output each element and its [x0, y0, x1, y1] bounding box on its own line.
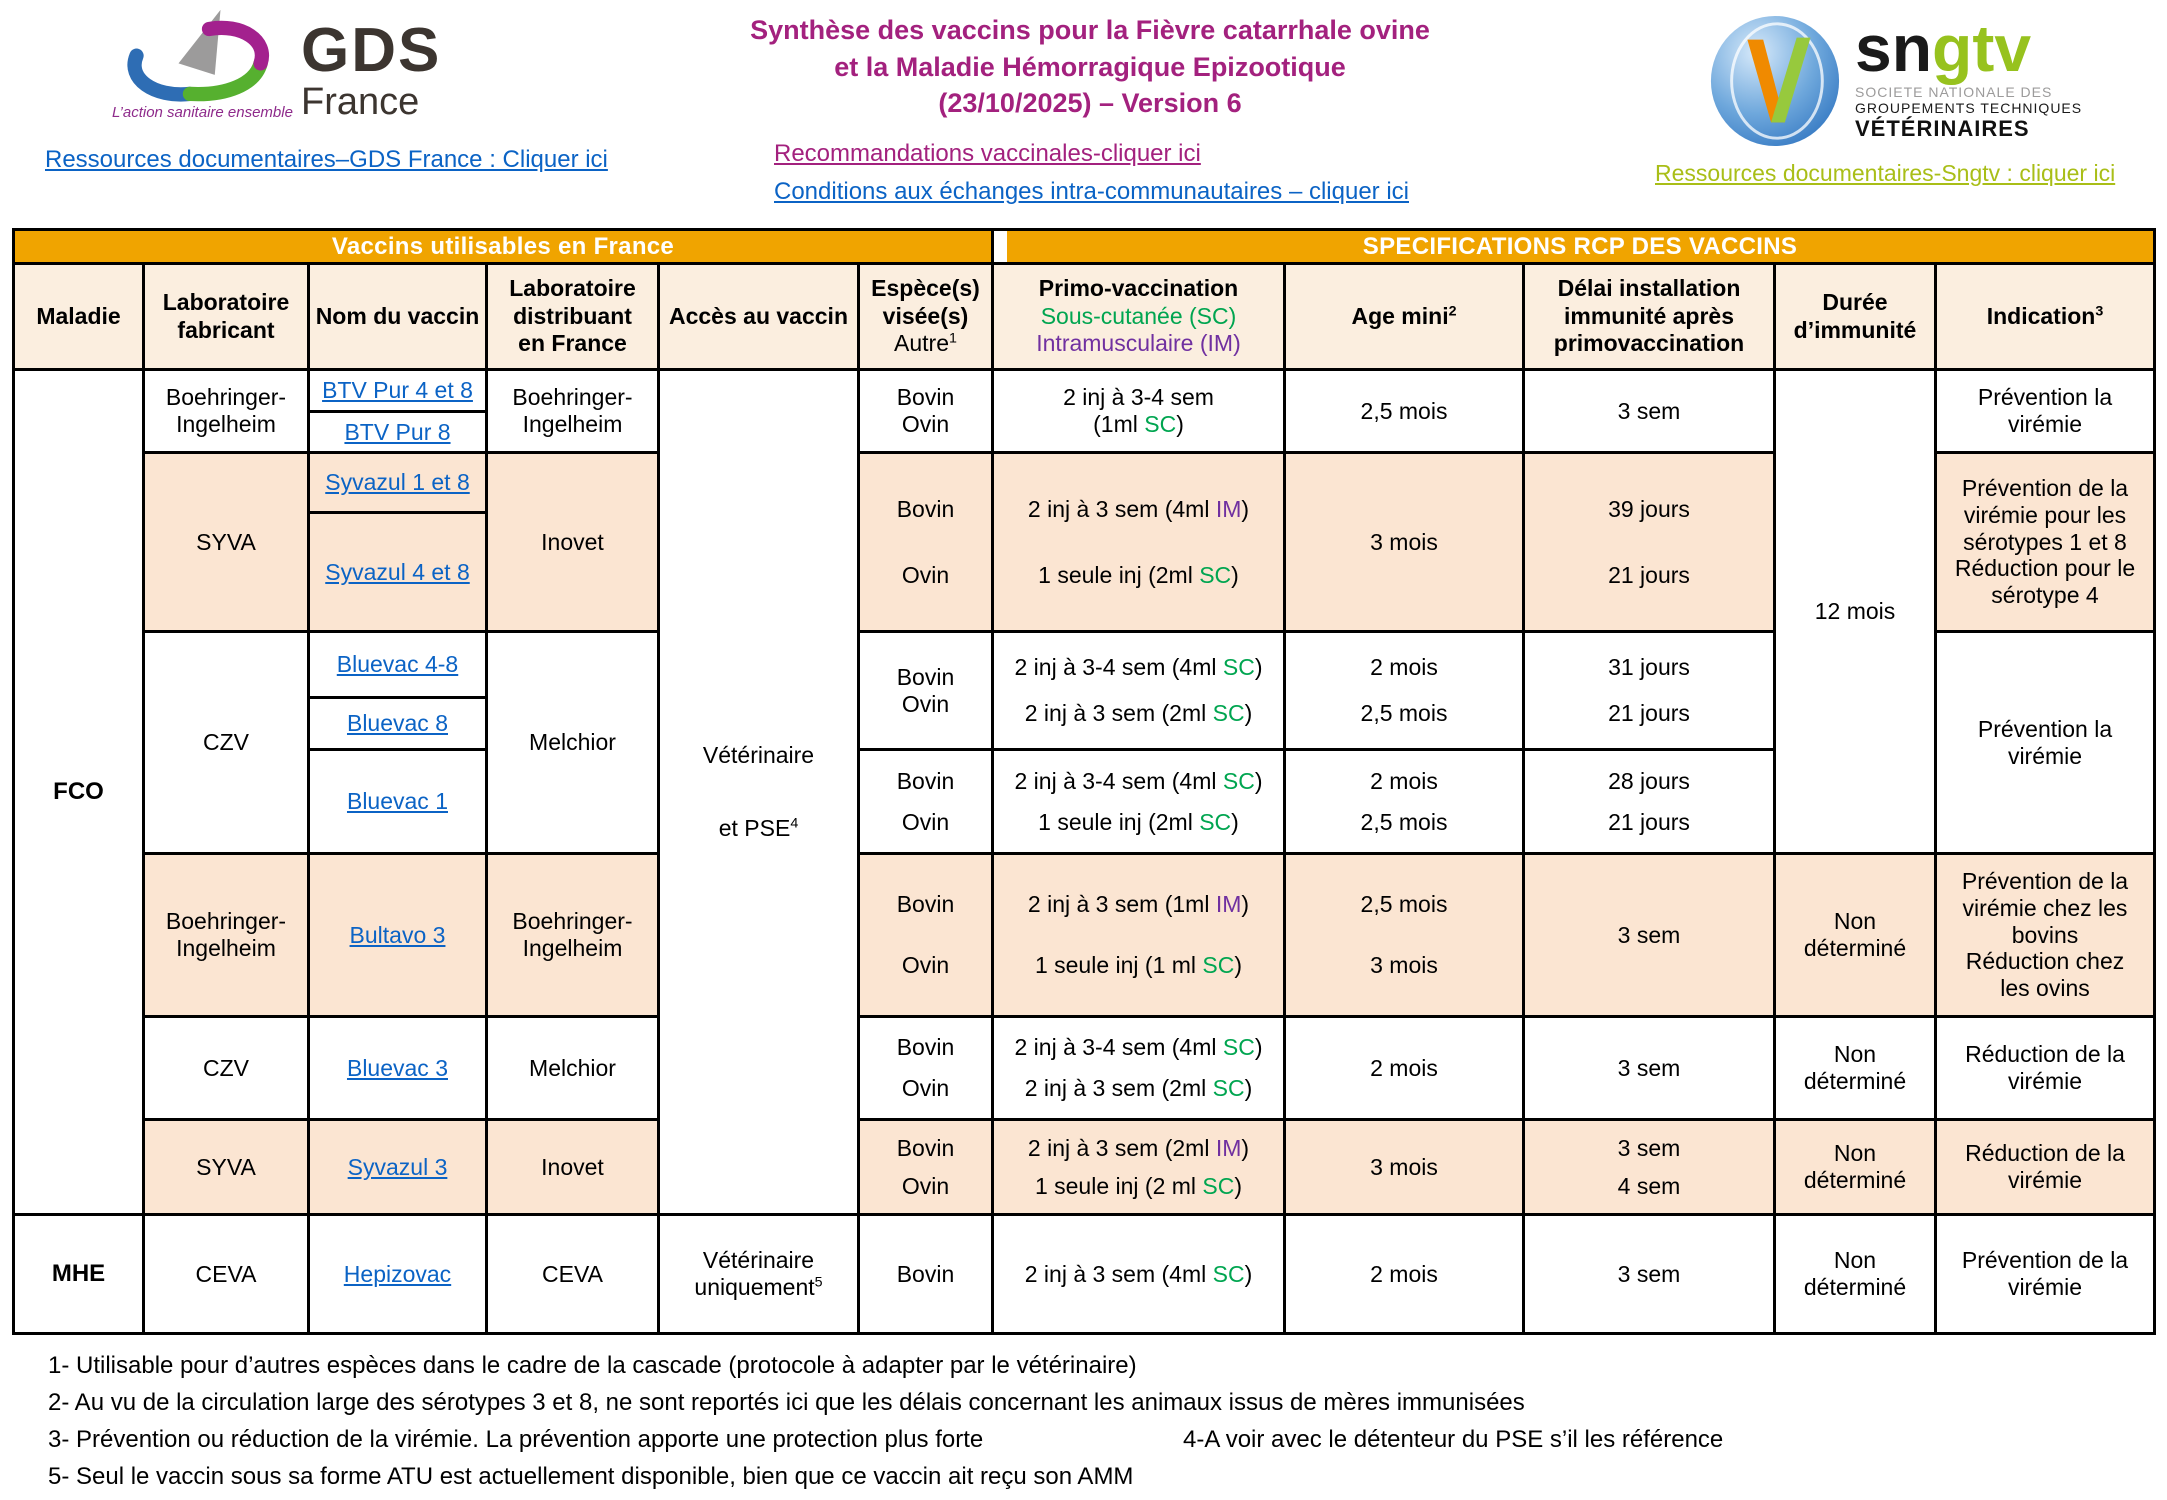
- gds-tagline: L’action sanitaire ensemble: [112, 104, 293, 121]
- col-header-delai-installation: Délai installation immunité après primovaccination: [1525, 265, 1773, 368]
- footnote-2: 2- Au vu de la circulation large des sérotypes 3 et 8, ne sont reportés ici que les délais concernant les animaux issus de mères immunisées: [48, 1389, 1525, 1416]
- indication: Réduction de la virémie: [1937, 1121, 2153, 1213]
- sngtv-logo: [1705, 12, 2082, 150]
- vaccine-link-bultavo-3[interactable]: Bultavo 3: [310, 855, 485, 1015]
- vaccine-link-syvazul-4-et-8[interactable]: Syvazul 4 et 8: [310, 514, 485, 630]
- species: Bovin Ovin: [860, 633, 991, 748]
- primo-vaccination: 2 inj à 3-4 sem (4ml SC) 2 inj à 3 sem (2ml SC): [994, 633, 1283, 748]
- delai: 39 jours 21 jours: [1525, 454, 1773, 630]
- delai: 28 jours 21 jours: [1525, 751, 1773, 852]
- recommandations-vaccinales-link[interactable]: Recommandations vaccinales-cliquer ici: [774, 140, 1201, 167]
- distributor-melchior: Melchior: [488, 633, 657, 852]
- title-line-2: et la Maladie Hémorragique Epizootique: [834, 51, 1346, 82]
- col-header-laboratoire-fabricant: Laboratoire fabricant: [145, 265, 307, 368]
- indication: Prévention la virémie: [1937, 633, 2153, 852]
- band-specifications-rcp: SPECIFICATIONS RCP DES VACCINS: [994, 231, 2153, 262]
- vaccine-link-btv-pur-8[interactable]: BTV Pur 8: [310, 413, 485, 451]
- primo-vaccination: 2 inj à 3-4 sem (1ml SC): [994, 371, 1283, 451]
- manufacturer-czv: CZV: [145, 1018, 307, 1118]
- manufacturer-ceva: CEVA: [145, 1216, 307, 1332]
- sngtv-resources-link[interactable]: Ressources documentaires-Sngtv : cliquer ici: [1655, 160, 2116, 186]
- species: Bovin Ovin: [860, 454, 991, 630]
- manufacturer-boehringer: Boehringer- Ingelheim: [145, 371, 307, 451]
- distributor-inovet: Inovet: [488, 1121, 657, 1213]
- sngtv-subtitle-1: SOCIETE NATIONALE DES: [1855, 84, 2053, 101]
- gds-brand-text: GDS: [301, 16, 442, 85]
- vaccine-link-bluevac-3[interactable]: Bluevac 3: [310, 1018, 485, 1118]
- footnote-4: 5- Seul le vaccin sous sa forme ATU est actuellement disponible, bien que ce vaccin ait reçu son AMM: [48, 1463, 1134, 1490]
- duree-immunite: Non déterminé: [1776, 1216, 1934, 1332]
- sngtv-subtitle-3: VÉTÉRINAIRES: [1855, 116, 2030, 142]
- delai: 31 jours 21 jours: [1525, 633, 1773, 748]
- delai: 3 sem: [1525, 371, 1773, 451]
- delai: 3 sem: [1525, 1216, 1773, 1332]
- duree-immunite: Non déterminé: [1776, 855, 1934, 1015]
- species: Bovin Ovin: [860, 1121, 991, 1213]
- vaccine-link-hepizovac[interactable]: Hepizovac: [310, 1216, 485, 1332]
- manufacturer-syva: SYVA: [145, 1121, 307, 1213]
- primo-vaccination: 2 inj à 3 sem (2ml IM) 1 seule inj (2 ml SC): [994, 1121, 1283, 1213]
- indication: Prévention de la virémie pour les sérotypes 1 et 8 Réduction pour le sérotype 4: [1937, 454, 2153, 630]
- disease-mhe: MHE: [15, 1216, 142, 1332]
- access-veterinaire-uniquement: Vétérinaire uniquement$^5$: [660, 1216, 857, 1332]
- col-header-duree-immunite: Durée d’immunité: [1776, 265, 1934, 368]
- distributor-inovet: Inovet: [488, 454, 657, 630]
- age-mini: 3 mois: [1286, 1121, 1522, 1213]
- gds-swoosh-icon: [112, 8, 287, 113]
- age-mini: 2 mois: [1286, 1216, 1522, 1332]
- distributor-boehringer: Boehringer- Ingelheim: [488, 855, 657, 1015]
- col-header-especes-visees: Espèce(s) visée(s) Autre$^1$: [860, 265, 991, 368]
- vaccine-link-bluevac-8[interactable]: Bluevac 8: [310, 699, 485, 748]
- age-mini: 2 mois: [1286, 1018, 1522, 1118]
- gds-resources-link[interactable]: Ressources documentaires–GDS France : Cliquer ici: [45, 146, 608, 173]
- primo-vaccination: 2 inj à 3 sem (4ml SC): [994, 1216, 1283, 1332]
- footnote-1: 1- Utilisable pour d’autres espèces dans le cadre de la cascade (protocole à adapter par le vétérinaire): [48, 1352, 1137, 1379]
- duree-immunite: Non déterminé: [1776, 1121, 1934, 1213]
- vaccine-table: [12, 228, 2156, 1335]
- species: Bovin Ovin: [860, 751, 991, 852]
- primo-vaccination: 2 inj à 3 sem (1ml IM) 1 seule inj (1 ml SC): [994, 855, 1283, 1015]
- manufacturer-boehringer: Boehringer- Ingelheim: [145, 855, 307, 1015]
- distributor-melchior: Melchior: [488, 1018, 657, 1118]
- col-header-indication: Indication$^3$: [1937, 265, 2153, 368]
- conditions-echanges-link[interactable]: Conditions aux échanges intra-communautaires – cliquer ici: [774, 178, 1409, 205]
- footnote-4: 4-A voir avec le détenteur du PSE s’il les référence: [1183, 1426, 1724, 1453]
- age-mini: 2 mois 2,5 mois: [1286, 633, 1522, 748]
- indication: Prévention la virémie: [1937, 371, 2153, 451]
- access-veterinaire-pse: Vétérinaire et PSE$^4$: [660, 371, 857, 1213]
- col-header-acces-au-vaccin: Accès au vaccin: [660, 265, 857, 368]
- delai: 3 sem 4 sem: [1525, 1121, 1773, 1213]
- sngtv-subtitle-2: GROUPEMENTS TECHNIQUES: [1855, 100, 2083, 117]
- duree-immunite: Non déterminé: [1776, 1018, 1934, 1118]
- age-mini: 2,5 mois 3 mois: [1286, 855, 1522, 1015]
- primo-vaccination: 2 inj à 3 sem (4ml IM) 1 seule inj (2ml SC): [994, 454, 1283, 630]
- indication: Prévention de la virémie: [1937, 1216, 2153, 1332]
- col-header-age-mini: Age mini$^2$: [1286, 265, 1522, 368]
- indication: Prévention de la virémie chez les bovins Réduction chez les ovins: [1937, 855, 2153, 1015]
- disease-fco: FCO: [15, 371, 142, 1213]
- col-header-primo-vaccination: Primo-vaccination Sous-cutanée (SC) Intramusculaire (IM): [994, 265, 1283, 368]
- species: Bovin Ovin: [860, 371, 991, 451]
- col-header-maladie: Maladie: [15, 265, 142, 368]
- primo-vaccination: 2 inj à 3-4 sem (4ml SC) 1 seule inj (2ml SC): [994, 751, 1283, 852]
- col-header-nom-du-vaccin: Nom du vaccin: [310, 265, 485, 368]
- manufacturer-syva: SYVA: [145, 454, 307, 630]
- col-header-laboratoire-distribuant: Laboratoire distribuant en France: [488, 265, 657, 368]
- sngtv-v-icon: [1705, 12, 1845, 150]
- sngtv-wordmark: sngtv: [1855, 11, 2032, 85]
- age-mini: 2 mois 2,5 mois: [1286, 751, 1522, 852]
- vaccine-link-syvazul-3[interactable]: Syvazul 3: [310, 1121, 485, 1213]
- species: Bovin Ovin: [860, 855, 991, 1015]
- species: Bovin Ovin: [860, 1018, 991, 1118]
- distributor-ceva: CEVA: [488, 1216, 657, 1332]
- footnote-3: 3- Prévention ou réduction de la virémie. La prévention apporte une protection plus forte 4-A voir avec le détenteur du PSE s’il les référence: [48, 1426, 1724, 1453]
- indication: Réduction de la virémie: [1937, 1018, 2153, 1118]
- gds-country-text: France: [301, 80, 420, 123]
- vaccine-link-syvazul-1-et-8[interactable]: Syvazul 1 et 8: [310, 454, 485, 511]
- manufacturer-czv: CZV: [145, 633, 307, 852]
- vaccine-link-btv-pur-4-et-8[interactable]: BTV Pur 4 et 8: [310, 371, 485, 410]
- title-line-3: (23/10/2025) – Version 6: [938, 88, 1242, 119]
- vaccine-link-bluevac-4-8[interactable]: Bluevac 4-8: [310, 633, 485, 696]
- delai: 3 sem: [1525, 1018, 1773, 1118]
- vaccine-link-bluevac-1[interactable]: Bluevac 1: [310, 751, 485, 852]
- species: Bovin: [860, 1216, 991, 1332]
- primo-vaccination: 2 inj à 3-4 sem (4ml SC) 2 inj à 3 sem (2ml SC): [994, 1018, 1283, 1118]
- title-line-1: Synthèse des vaccins pour la Fièvre catarrhale ovine: [750, 15, 1430, 45]
- distributor-boehringer: Boehringer- Ingelheim: [488, 371, 657, 451]
- delai: 3 sem: [1525, 855, 1773, 1015]
- age-mini: 3 mois: [1286, 454, 1522, 630]
- band-vaccins-utilisables: Vaccins utilisables en France: [15, 231, 991, 262]
- page-title: [710, 12, 1470, 122]
- footnotes: [48, 1352, 2148, 1500]
- duree-immunite: 12 mois: [1776, 371, 1934, 852]
- age-mini: 2,5 mois: [1286, 371, 1522, 451]
